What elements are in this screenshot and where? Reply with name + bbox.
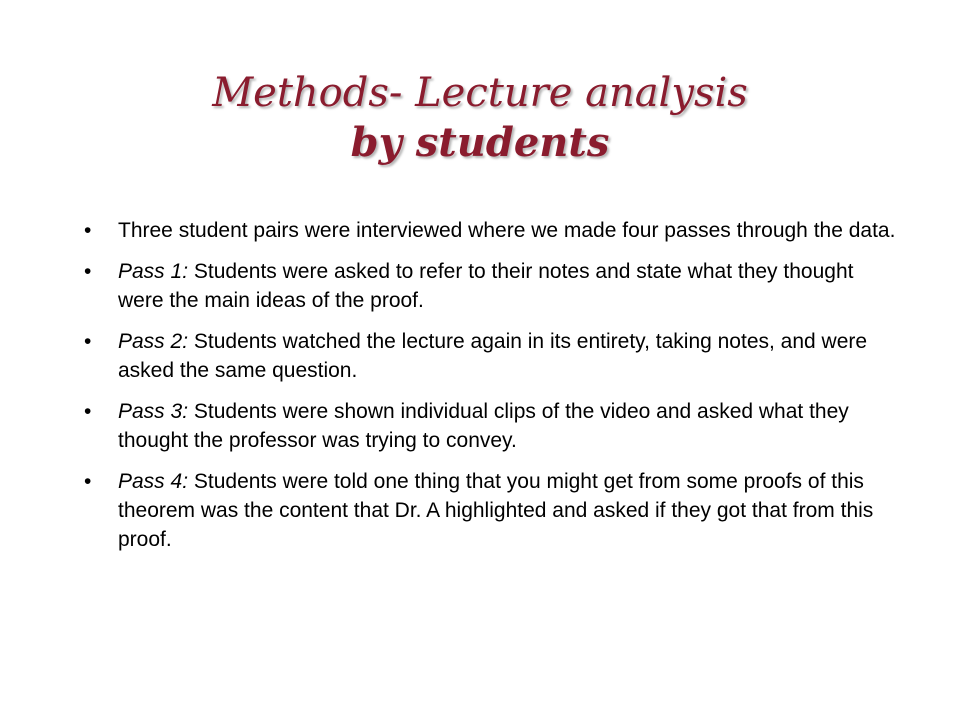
- bullet-marker: •: [84, 330, 92, 353]
- bullet-text: Students were told one thing that you might get from some proofs of this theorem was the content that Dr. A highlighted and asked if they got that from this proof.: [118, 470, 874, 551]
- bullet-marker: •: [84, 219, 92, 242]
- bullet-item: [78, 467, 898, 554]
- bullet-item: [78, 327, 898, 385]
- bullet-item: [78, 216, 898, 245]
- pass-label: Pass 3:: [118, 400, 189, 423]
- bullet-text: Three student pairs were interviewed where we made four passes through the data.: [118, 219, 896, 242]
- slide-title: [80, 68, 880, 168]
- bullet-list: [78, 216, 898, 566]
- slide-title-line-1: Methods- Lecture analysis: [212, 70, 748, 116]
- slide-title-line-2: by students: [350, 119, 610, 166]
- bullet-text: Students were shown individual clips of the video and asked what they thought the professor was trying to convey.: [118, 400, 849, 452]
- pass-label: Pass 1:: [118, 260, 189, 283]
- pass-label: Pass 4:: [118, 470, 189, 493]
- bullet-item: [78, 397, 898, 455]
- bullet-marker: •: [84, 400, 92, 423]
- bullet-item: [78, 257, 898, 315]
- bullet-marker: •: [84, 260, 92, 283]
- pass-label: Pass 2:: [118, 330, 189, 353]
- bullet-text: Students were asked to refer to their notes and state what they thought were the main ideas of the proof.: [118, 260, 854, 312]
- bullet-text: Students watched the lecture again in its entirety, taking notes, and were asked the same question.: [118, 330, 868, 382]
- bullet-marker: •: [84, 470, 92, 493]
